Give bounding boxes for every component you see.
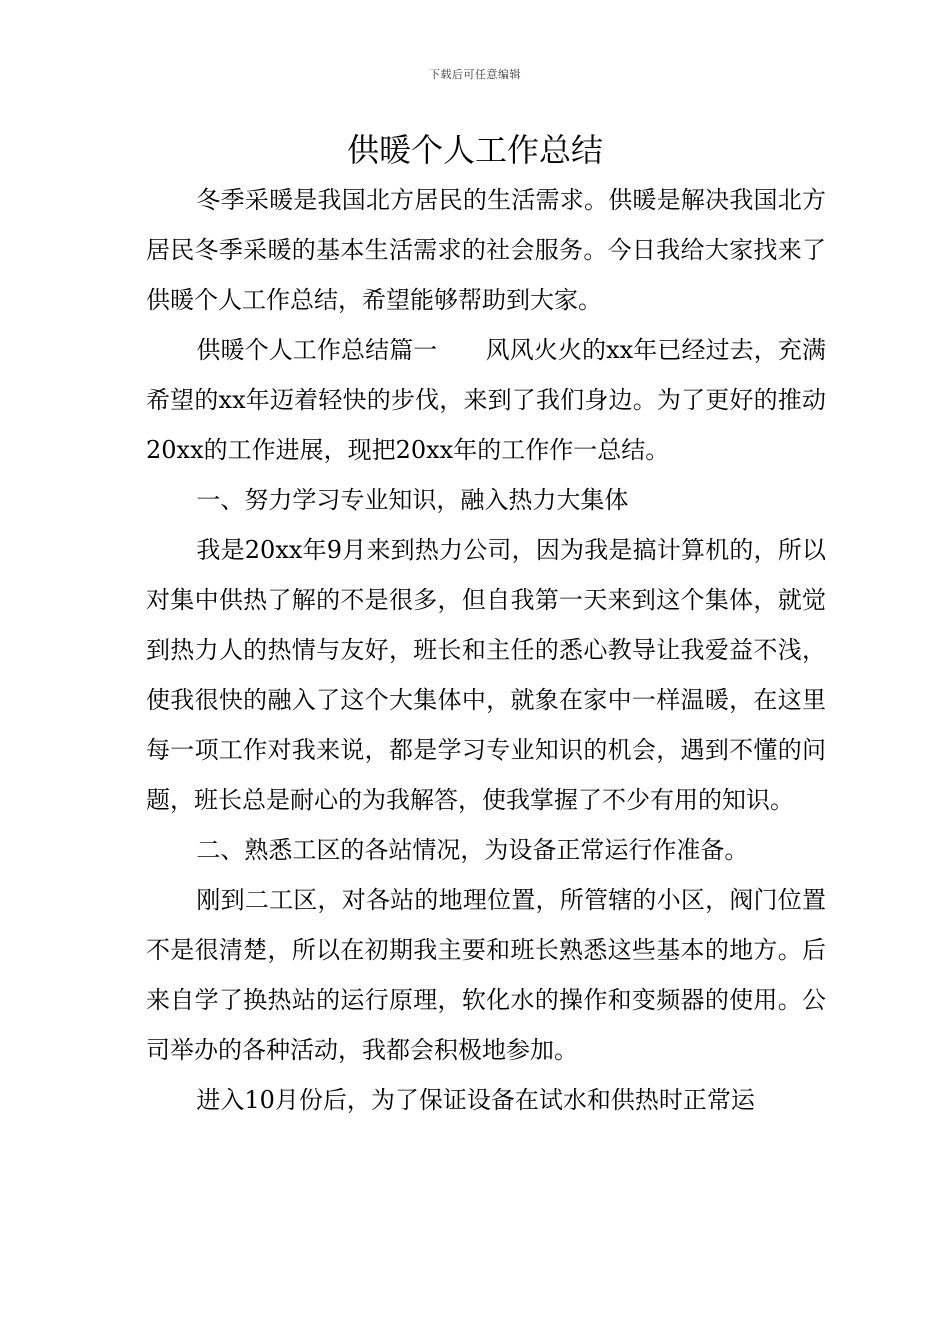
document-title: 供暖个人工作总结 — [346, 131, 603, 169]
paragraph-joining-company: 我是20xx年9月来到热力公司，因为我是搞计算机的，所以对集中供热了解的不是很多，但自我第一天来到这个集体，就觉到热力人的热情与友好，班长和主任的悉心教导让我爱益不浅，使我很快的融入了这个大集体中，就象在家中一样温暖，在这里每一项工作对我来说，都是学习专业知识的机会，遇到不懂的问题，班长总是耐心的为我解答，使我掌握了不少有用的知识。 — [146, 536, 826, 814]
paragraph-october: 进入10月份后，为了保证设备在试水和供热时正常运 — [196, 1086, 755, 1114]
header-note: 下载后可任意编辑 — [429, 68, 521, 81]
paragraph-part-one-opening: 供暖个人工作总结篇一 风风火火的xx年已经过去，充满希望的xx年迈着轻快的步伐，来到了我们身边。为了更好的推动20xx的工作进展，现把20xx年的工作作一总结。 — [146, 336, 826, 464]
document-body — [146, 175, 826, 1125]
section-heading-one: 一、努力学习专业知识，融入热力大集体 — [196, 486, 629, 514]
paragraph-intro: 冬季采暖是我国北方居民的生活需求。供暖是解决我国北方居民冬季采暖的基本生活需求的社会服务。今日我给大家找来了供暖个人工作总结，希望能够帮助到大家。 — [146, 186, 826, 314]
paragraph-familiarization: 刚到二工区，对各站的地理位置，所管辖的小区，阀门位置不是很清楚，所以在初期我主要和班长熟悉这些基本的地方。后来自学了换热站的运行原理，软化水的操作和变频器的使用。公司举办的各种活动，我都会积极地参加。 — [146, 886, 826, 1064]
section-heading-two: 二、熟悉工区的各站情况，为设备正常运行作准备。 — [196, 836, 749, 864]
